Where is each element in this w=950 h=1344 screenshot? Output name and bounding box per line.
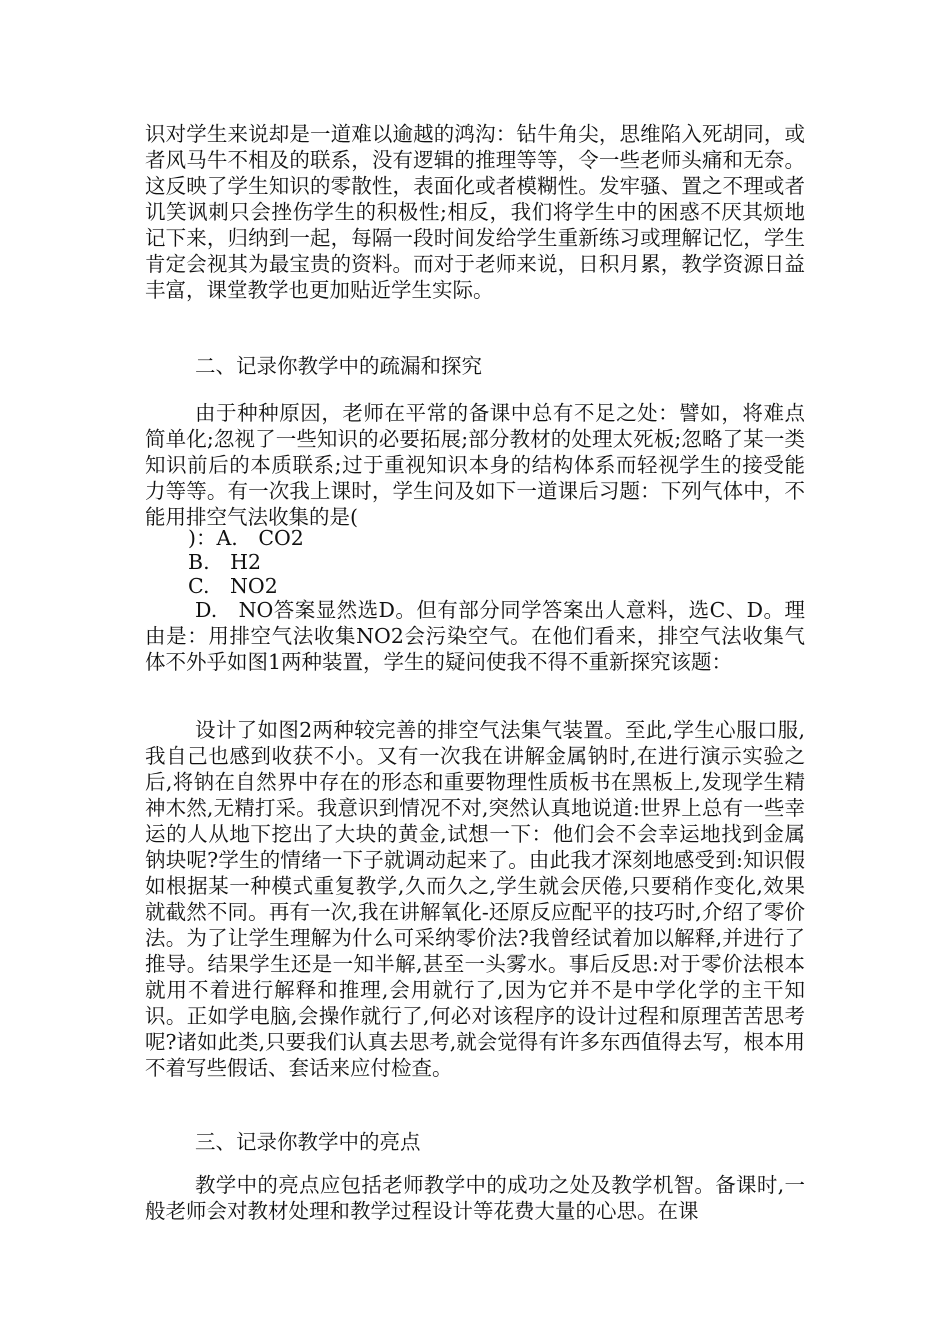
option-a: )：A. CO2 — [188, 526, 304, 550]
paragraph-3: 教学中的亮点应包括老师教学中的成功之处及教学机智。备课时,一般老师会对教材处理和教学过程设计等花费大量的心思。在课 — [145, 1173, 805, 1223]
option-c: C. NO2 — [188, 574, 278, 598]
paragraph-2b: D. NO答案显然选D。但有部分同学答案出人意料，选C、D。理由是：用排空气法收集NO2会污染空气。在他们看来，排空气法收集气体不外乎如图1两种装置，学生的疑问使我不得不重新探究该题： — [145, 598, 805, 674]
option-b: B. H2 — [188, 550, 262, 574]
paragraph-intro: 识对学生来说却是一道难以逾越的鸿沟：钻牛角尖，思维陷入死胡同，或者风马牛不相及的联系，没有逻辑的推理等等，令一些老师头痛和无奈。这反映了学生知识的零散性，表面化或者模糊性。发牢骚、置之不理或者讥笑讽刺只会挫伤学生的积极性;相反，我们将学生中的困惑不厌其烦地记下来，归纳到一起，每隔一段时间发给学生重新练习或理解记忆，学生肯定会视其为最宝贵的资料。而对于老师来说，日积月累，教学资源日益丰富，课堂教学也更加贴近学生实际。 — [145, 122, 805, 302]
paragraph-2a: 由于种种原因，老师在平常的备课中总有不足之处：譬如，将难点简单化;忽视了一些知识的必要拓展;部分教材的处理太死板;忽略了某一类知识前后的本质联系;过于重视知识本身的结构体系而轻视学生的接受能力等等。有一次我上课时，学生问及如下一道课后习题：下列气体中，不能用排空气法收集的是( — [145, 401, 805, 529]
section-heading-2: 二、记录你教学中的疏漏和探究 — [195, 354, 482, 378]
paragraph-2c: 设计了如图2两种较完善的排空气法集气装置。至此,学生心服口服,我自己也感到收获不小。又有一次我在讲解金属钠时,在进行演示实验之后,将钠在自然界中存在的形态和重要物理性质板书在黑板上,发现学生精神木然,无精打采。我意识到情况不对,突然认真地说道:世界上总有一些幸运的人从地下挖出了大块的黄金,试想一下：他们会不会幸运地找到金属钠块呢?学生的情绪一下子就调动起来了。由此我才深刻地感受到:知识假如根据某一种模式重复教学,久而久之,学生就会厌倦,只要稍作变化,效果就截然不同。再有一次,我在讲解氧化-还原反应配平的技巧时,介绍了零价法。为了让学生理解为什么可采纳零价法?我曾经试着加以解释,并进行了推导。结果学生还是一知半解,甚至一头雾水。事后反思:对于零价法根本就用不着进行解释和推理,会用就行了,因为它并不是中学化学的主干知识。正如学电脑,会操作就行了,何必对该程序的设计过程和原理苦苦思考呢?诸如此类,只要我们认真去思考,就会觉得有许多东西值得去写，根本用不着写些假话、套话来应付检查。 — [145, 718, 805, 1080]
section-heading-3: 三、记录你教学中的亮点 — [195, 1130, 421, 1154]
